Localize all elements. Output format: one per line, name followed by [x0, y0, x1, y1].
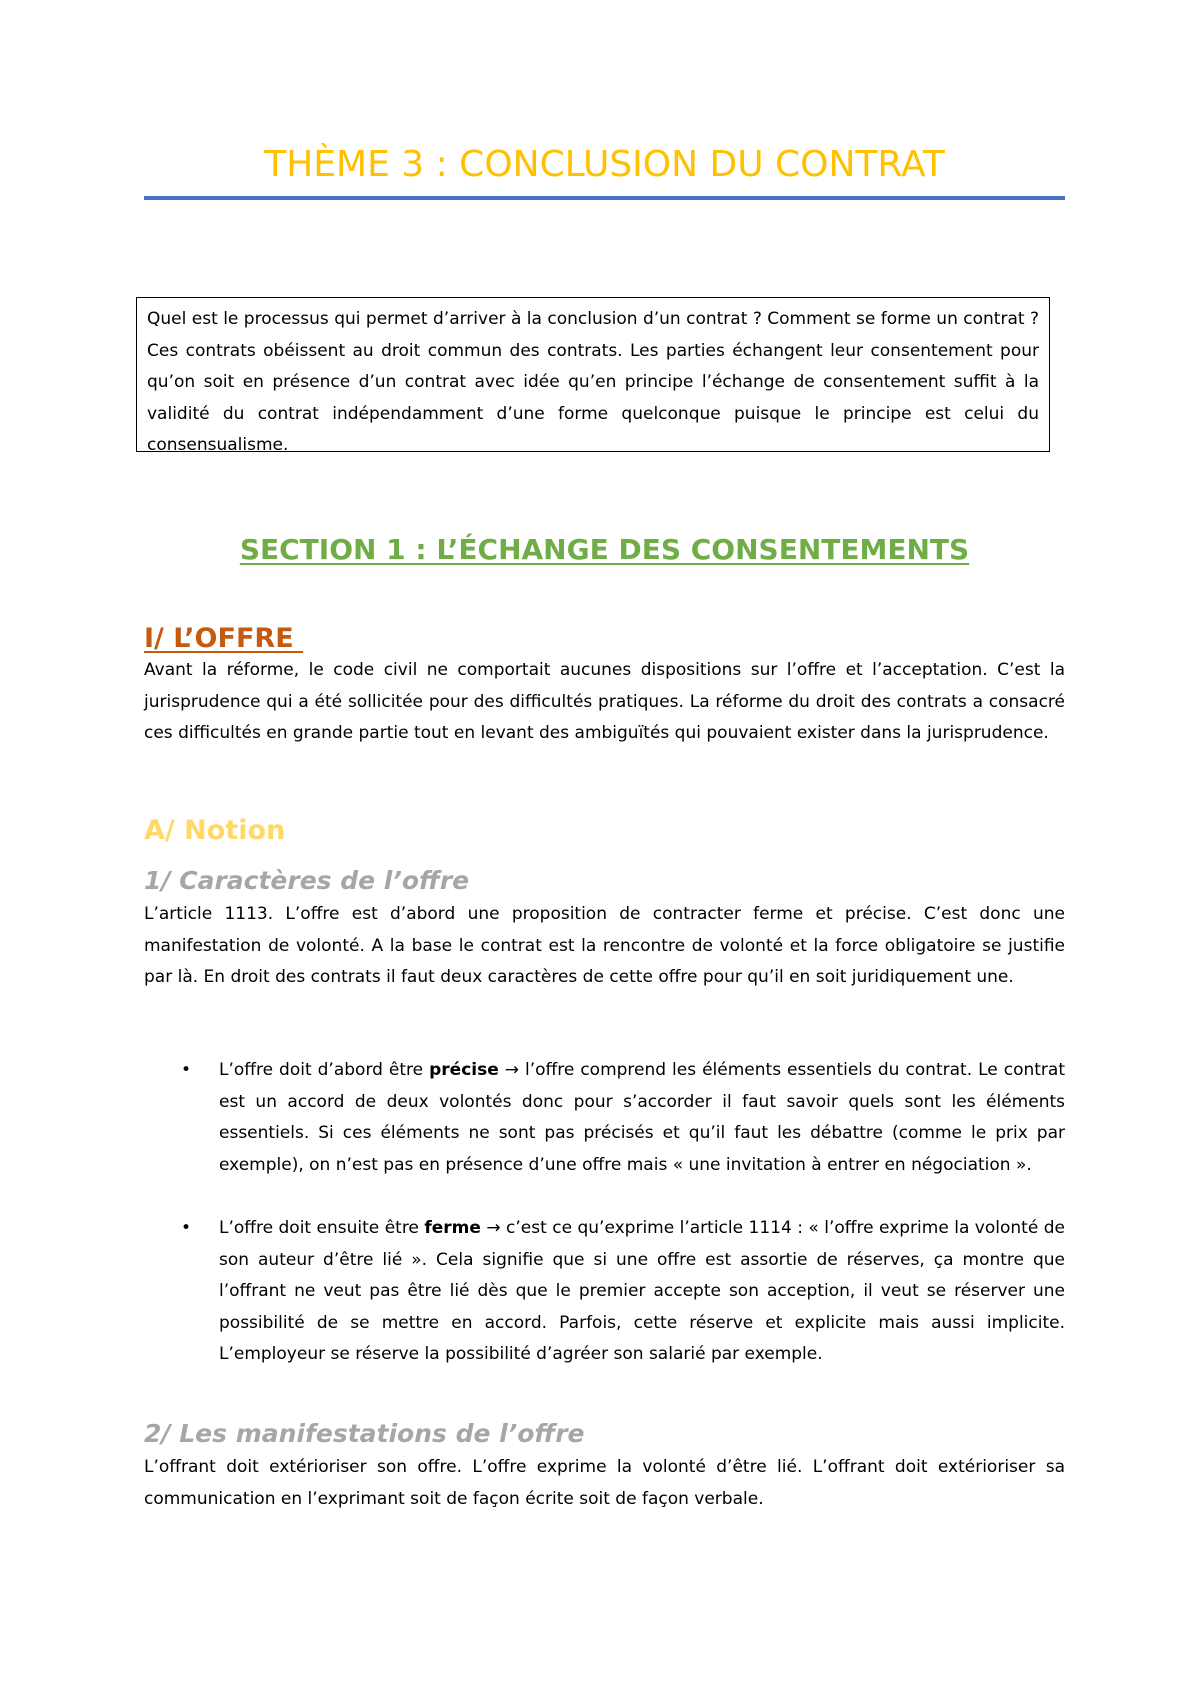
bullet-icon: •: [181, 1060, 192, 1080]
part-1-paragraph: Avant la réforme, le code civil ne comportait aucunes dispositions sur l’offre et l’acceptation. C’est la jurisprudence qui a été sollicitée pour des difficultés pratiques. La réforme du droit des contrats a consacré ces difficultés en grande partie tout en levant des ambiguïtés qui pouvaient exister dans la jurisprudence.: [144, 660, 1065, 743]
bullet-keyword: précise: [429, 1060, 499, 1080]
intro-text: Quel est le processus qui permet d’arriver à la conclusion d’un contrat ? Comment se forme un contrat ? Ces contrats obéissent au droit commun des contrats. Les parties échangent leur consentement pour qu’on soit en présence d’un contrat avec idée qu’en principe l’échange de consentement suffit à la validité du contrat indépendamment d’une forme quelconque puisque le principe est celui du consensualisme.: [147, 309, 1039, 455]
part-1-heading: I/ L’OFFRE: [144, 623, 304, 654]
bullet-text-before: L’offre doit d’abord être: [219, 1060, 430, 1080]
bullet-keyword: ferme: [424, 1218, 481, 1238]
sub-a-heading: A/ Notion: [144, 815, 286, 846]
sub-1-heading: 1/ Caractères de l’offre: [144, 866, 470, 895]
bullet-text-before: L’offre doit ensuite être: [219, 1218, 425, 1238]
sub-1-paragraph: L’article 1113. L’offre est d’abord une proposition de contracter ferme et précise. C’est donc une manifestation de volonté. A la base le contrat est la rencontre de volonté et la force obligatoire se justifie par là. En droit des contrats il faut deux caractères de cette offre pour qu’il en soit juridiquement une.: [144, 904, 1065, 987]
list-item: [144, 1213, 1065, 1371]
sub-2-heading: 2/ Les manifestations de l’offre: [144, 1419, 585, 1448]
title-underline-rule: [144, 196, 1065, 200]
characteristics-list: [144, 1055, 1065, 1371]
intro-box: [136, 297, 1050, 455]
section-1-title: SECTION 1 : L’ÉCHANGE DES CONSENTEMENTS: [239, 533, 970, 566]
sub-2-paragraph: L’offrant doit extérioriser son offre. L’offre exprime la volonté d’être lié. L’offrant doit extérioriser sa communication en l’exprimant soit de façon écrite soit de façon verbale.: [144, 1457, 1065, 1509]
list-item: [144, 1055, 1065, 1181]
bullet-icon: •: [181, 1218, 192, 1238]
bullet-text-after: → c’est ce qu’exprime l’article 1114 : « l’offre exprime la volonté de son auteur d’être lié ». Cela signifie que si une offre est assortie de réserves, ça montre que l’offrant ne veut pas être lié dès que le premier accepte son acception, il veut se réserver une possibilité de se mettre en accord. Parfois, cette réserve et explicite mais aussi implicite. L’employeur se réserve la possibilité d’agréer son salarié par exemple.: [219, 1218, 1065, 1364]
bullet-text-after: → l’offre comprend les éléments essentiels du contrat. Le contrat est un accord de deux volontés donc pour s’accorder il faut savoir quels sont les éléments essentiels. Si ces éléments ne sont pas précisés et qu’il faut les débattre (comme le prix par exemple), on n’est pas en présence d’une offre mais « une invitation à entrer en négociation ».: [219, 1060, 1065, 1175]
document-title: THÈME 3 : CONCLUSION DU CONTRAT: [264, 144, 945, 185]
